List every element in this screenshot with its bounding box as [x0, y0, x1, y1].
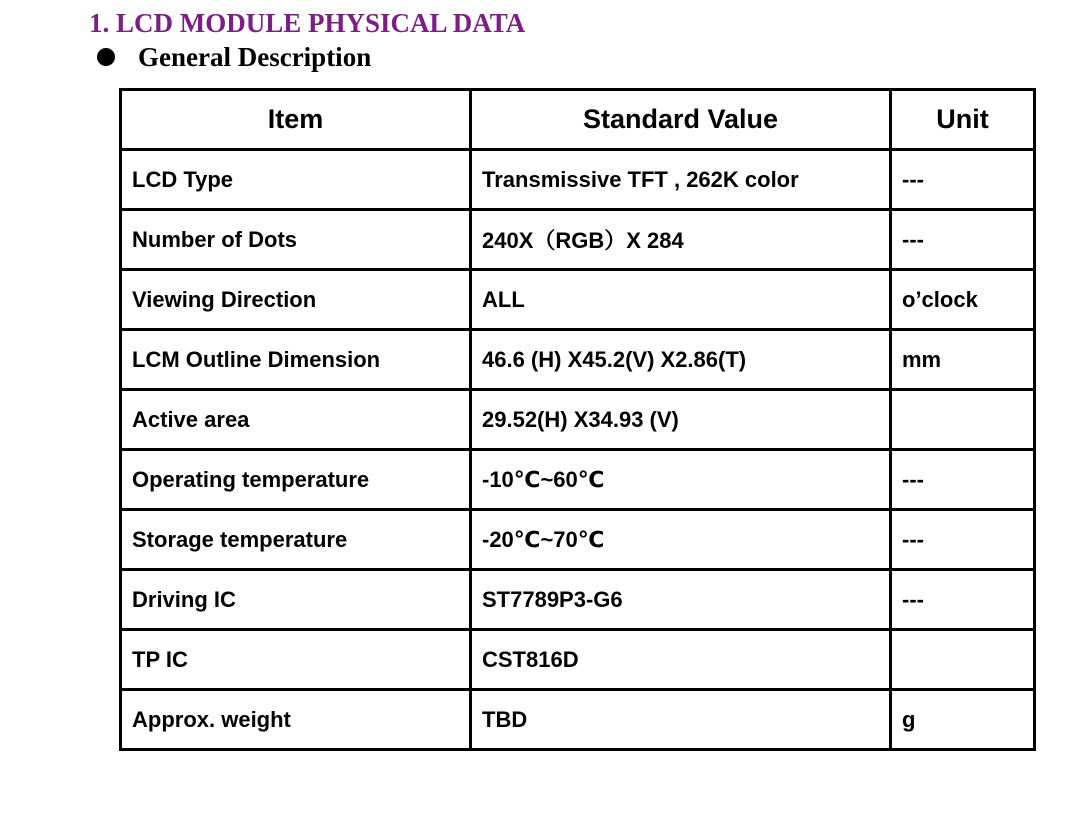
- cell-value: Transmissive TFT , 262K color: [471, 150, 891, 210]
- subsection-heading: [97, 40, 371, 74]
- cell-unit: mm: [891, 330, 1035, 390]
- table-row: [121, 210, 1035, 270]
- table-row: [121, 690, 1035, 750]
- cell-value: ALL: [471, 270, 891, 330]
- cell-value: CST816D: [471, 630, 891, 690]
- cell-item: Active area: [121, 390, 471, 450]
- table-row: [121, 390, 1035, 450]
- cell-item: Driving IC: [121, 570, 471, 630]
- subsection-title: General Description: [138, 42, 372, 72]
- cell-unit: ---: [891, 210, 1035, 270]
- cell-unit: ---: [891, 510, 1035, 570]
- header-item: Item: [121, 90, 471, 150]
- cell-unit: g: [891, 690, 1035, 750]
- cell-value: TBD: [471, 690, 891, 750]
- section-title: 1. LCD MODULE PHYSICAL DATA: [89, 8, 526, 38]
- header-unit: Unit: [891, 90, 1035, 150]
- table-row: [121, 450, 1035, 510]
- cell-value: -10℃~60℃: [471, 450, 891, 510]
- bullet-icon: [97, 48, 115, 66]
- cell-value: 240X（RGB）X 284: [471, 210, 891, 270]
- cell-item: Operating temperature: [121, 450, 471, 510]
- table-row: [121, 510, 1035, 570]
- table-row: [121, 150, 1035, 210]
- table-header-row: [121, 90, 1035, 150]
- cell-item: LCM Outline Dimension: [121, 330, 471, 390]
- cell-item: Number of Dots: [121, 210, 471, 270]
- cell-unit: ---: [891, 150, 1035, 210]
- cell-value: -20℃~70℃: [471, 510, 891, 570]
- table-row: [121, 330, 1035, 390]
- cell-unit: ---: [891, 570, 1035, 630]
- cell-item: Viewing Direction: [121, 270, 471, 330]
- cell-item: Approx. weight: [121, 690, 471, 750]
- header-standard-value: Standard Value: [471, 90, 891, 150]
- cell-item: TP IC: [121, 630, 471, 690]
- cell-item: Storage temperature: [121, 510, 471, 570]
- cell-unit: [891, 390, 1035, 450]
- spec-table: [119, 88, 1036, 751]
- cell-unit: [891, 630, 1035, 690]
- cell-item: LCD Type: [121, 150, 471, 210]
- cell-value: 46.6 (H) X45.2(V) X2.86(T): [471, 330, 891, 390]
- cell-value: ST7789P3-G6: [471, 570, 891, 630]
- table-row: [121, 630, 1035, 690]
- cell-value: 29.52(H) X34.93 (V): [471, 390, 891, 450]
- cell-unit: o’clock: [891, 270, 1035, 330]
- table-row: [121, 570, 1035, 630]
- cell-unit: ---: [891, 450, 1035, 510]
- table-row: [121, 270, 1035, 330]
